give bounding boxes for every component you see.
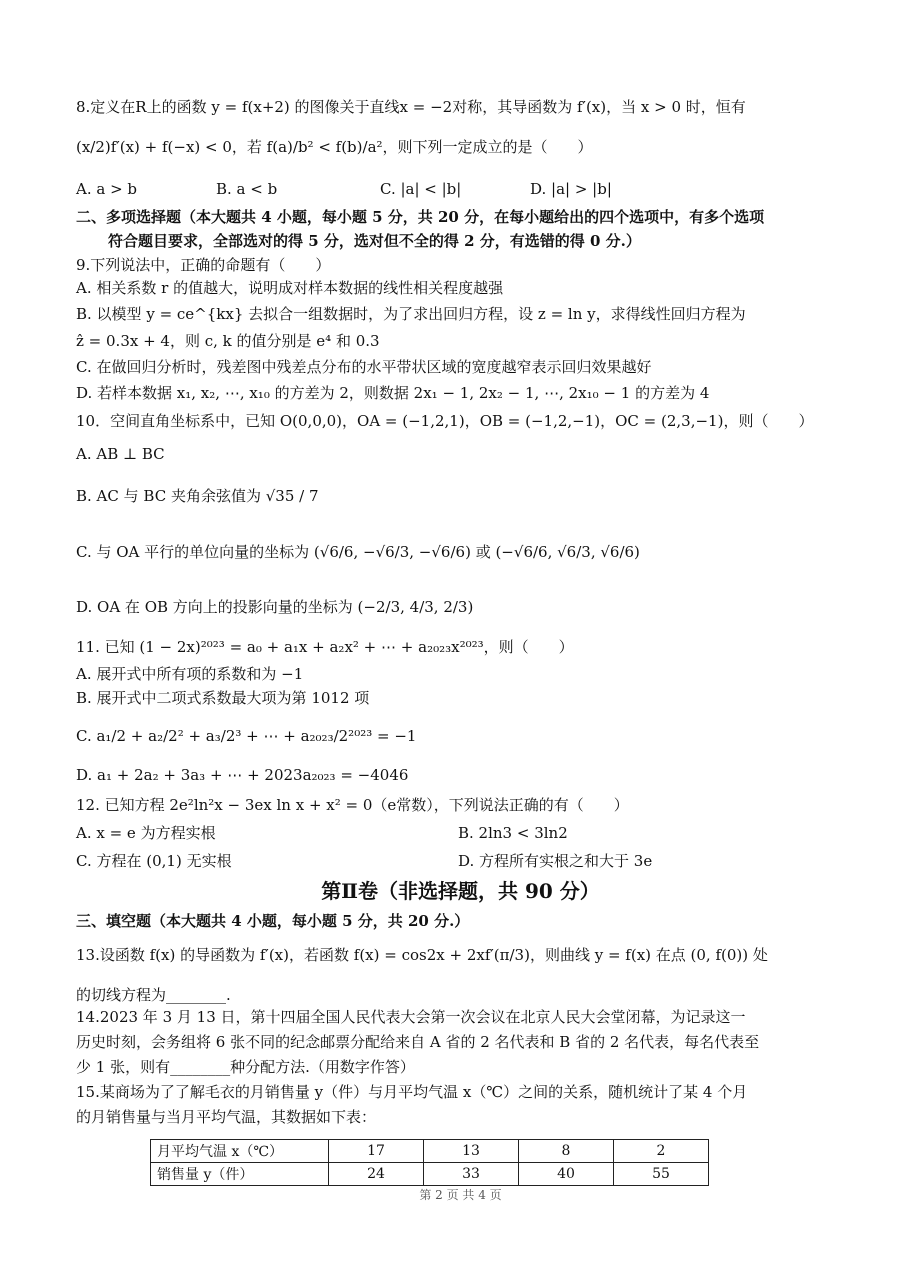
q12-option-d: D. 方程所有实根之和大于 3e (458, 852, 653, 870)
q10-option-c: C. 与 OA 平行的单位向量的坐标为 (√6/6, −√6/3, −√6/6) 或 (−√6/6, √6/3, √6/6) (76, 543, 640, 561)
q9-stem: 9.下列说法中，正确的命题有（ ） (76, 256, 331, 274)
table-row-header-sales: 销售量 y（件） (151, 1163, 329, 1186)
q11-option-b: B. 展开式中二项式系数最大项为第 1012 项 (76, 689, 370, 707)
table-cell: 2 (614, 1140, 709, 1163)
q11-option-a: A. 展开式中所有项的系数和为 −1 (76, 665, 304, 683)
q8-stem-line1: 8.定义在R上的函数 y = f(x+2) 的图像关于直线x = −2对称，其导函数为 f′(x)，当 x > 0 时，恒有 (76, 98, 746, 116)
q9-option-a: A. 相关系数 r 的值越大，说明成对样本数据的线性相关程度越强 (76, 279, 504, 297)
table-cell: 13 (424, 1140, 519, 1163)
table-cell: 17 (329, 1140, 424, 1163)
q15-line2: 的月销售量与当月平均气温，其数据如下表： (76, 1108, 377, 1126)
q8-option-d: D. |a| > |b| (530, 180, 612, 198)
page-footer: 第 2 页 共 4 页 (419, 1188, 502, 1202)
section2-heading-cont: 符合题目要求，全部选对的得 5 分，选对但不全的得 2 分，有选错的得 0 分.） (108, 232, 641, 250)
q10-option-d: D. OA 在 OB 方向上的投影向量的坐标为 (−2/3, 4/3, 2/3) (76, 598, 474, 616)
q8-option-b: B. a < b (216, 180, 278, 198)
table-cell: 24 (329, 1163, 424, 1186)
q11-stem: 11. 已知 (1 − 2x)²⁰²³ = a₀ + a₁x + a₂x² + ⋯ + a₂₀₂₃x²⁰²³，则（ ） (76, 638, 574, 656)
q15-line1: 15.某商场为了了解毛衣的月销售量 y（件）与月平均气温 x（℃）之间的关系，随机统计了某 4 个月 (76, 1083, 748, 1101)
q10-option-b: B. AC 与 BC 夹角余弦值为 √35 / 7 (76, 487, 319, 505)
q10-option-a: A. AB ⊥ BC (76, 445, 165, 463)
part2-heading: 第Ⅱ卷（非选择题，共 90 分） (321, 879, 600, 903)
q9-option-b-cont: ẑ = 0.3x + 4，则 c, k 的值分别是 e⁴ 和 0.3 (76, 332, 380, 350)
q12-option-a: A. x = e 为方程实根 (76, 824, 216, 842)
table-row (151, 1140, 709, 1163)
q12-stem: 12. 已知方程 2e²ln²x − 3ex ln x + x² = 0（e常数），下列说法正确的有（ ） (76, 796, 629, 814)
q8-stem-line2: (x/2)f′(x) + f(−x) < 0，若 f(a)/b² < f(b)/a²，则下列一定成立的是（ ） (76, 138, 593, 156)
q14-line2: 历史时刻，会务组将 6 张不同的纪念邮票分配给来自 A 省的 2 名代表和 B 省的 2 名代表，每名代表至 (76, 1033, 760, 1051)
table-cell: 8 (519, 1140, 614, 1163)
q11-option-d: D. a₁ + 2a₂ + 3a₃ + ⋯ + 2023a₂₀₂₃ = −4046 (76, 766, 409, 784)
q13-line2: 的切线方程为________. (76, 986, 231, 1004)
q8-option-c: C. |a| < |b| (380, 180, 462, 198)
section3-heading: 三、填空题（本大题共 4 小题，每小题 5 分，共 20 分.） (76, 912, 470, 930)
q14-line3: 少 1 张，则有________种分配方法.（用数字作答） (76, 1058, 415, 1076)
table-row-header-temp: 月平均气温 x（℃） (151, 1140, 329, 1163)
q13-line1: 13.设函数 f(x) 的导函数为 f′(x)，若函数 f(x) = cos2x + 2xf′(π/3)，则曲线 y = f(x) 在点 (0, f(0)) 处 (76, 946, 768, 964)
q8-option-a: A. a > b (76, 180, 138, 198)
table-cell: 33 (424, 1163, 519, 1186)
q9-option-d: D. 若样本数据 x₁, x₂, ⋯, x₁₀ 的方差为 2，则数据 2x₁ − 1, 2x₂ − 1, ⋯, 2x₁₀ − 1 的方差为 4 (76, 384, 710, 402)
q15-data-table (150, 1139, 709, 1186)
table-cell: 40 (519, 1163, 614, 1186)
table-row (151, 1163, 709, 1186)
q9-option-b: B. 以模型 y = ce^{kx} 去拟合一组数据时，为了求出回归方程，设 z = ln y，求得线性回归方程为 (76, 305, 746, 323)
q14-line1: 14.2023 年 3 月 13 日，第十四届全国人民代表大会第一次会议在北京人民大会堂闭幕，为记录这一 (76, 1008, 746, 1026)
q12-option-c: C. 方程在 (0,1) 无实根 (76, 852, 232, 870)
q12-option-b: B. 2ln3 < 3ln2 (458, 824, 568, 842)
section2-heading: 二、多项选择题（本大题共 4 小题，每小题 5 分，共 20 分，在每小题给出的四个选项中，有多个选项 (76, 208, 765, 226)
q9-option-c: C. 在做回归分析时，残差图中残差点分布的水平带状区域的宽度越窄表示回归效果越好 (76, 358, 652, 376)
table-cell: 55 (614, 1163, 709, 1186)
q10-stem: 10．空间直角坐标系中，已知 O(0,0,0)，OA = (−1,2,1)，OB = (−1,2,−1)，OC = (2,3,−1)，则（ ） (76, 412, 814, 430)
q11-option-c: C. a₁/2 + a₂/2² + a₃/2³ + ⋯ + a₂₀₂₃/2²⁰²³ = −1 (76, 727, 417, 745)
